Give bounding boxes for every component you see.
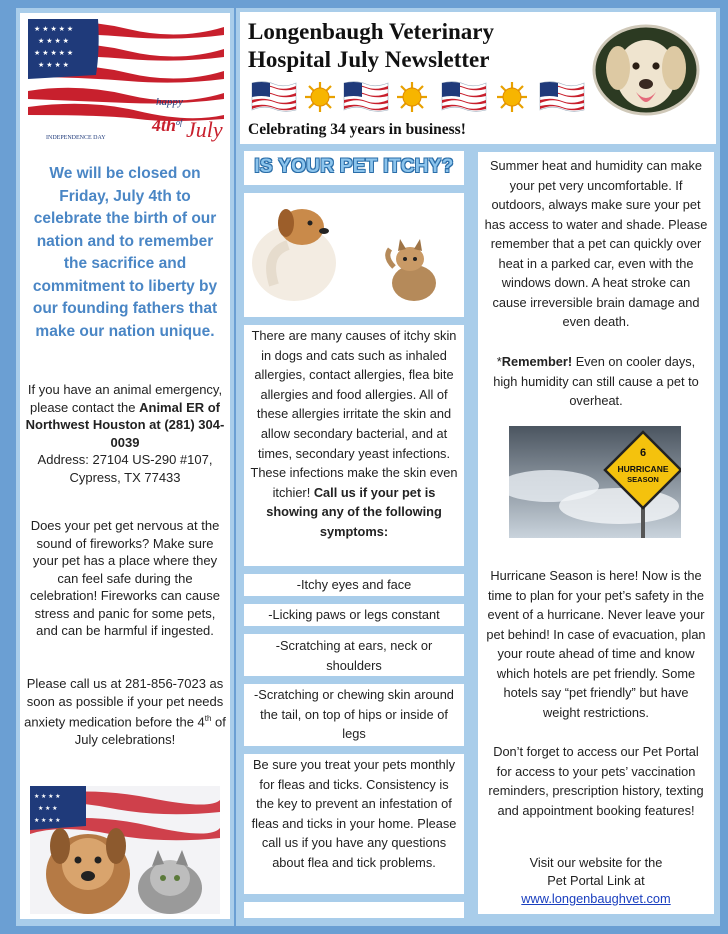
sign-line-1: HURRICANE <box>617 464 669 474</box>
svg-text:★ ★ ★ ★: ★ ★ ★ ★ <box>38 62 69 69</box>
right-column <box>478 152 714 914</box>
fourth-text: 4th <box>152 115 177 135</box>
emergency-name: Animal ER of Northwest Houston at (281) 304-0039 <box>25 399 225 450</box>
newsletter-header <box>240 12 716 144</box>
july-text: July <box>186 117 223 142</box>
itchy-heading: IS YOUR PET ITCHY? <box>254 156 454 177</box>
flag-icon <box>442 82 486 112</box>
summer-heat-text: Summer heat and humidity can make your pet very uncomfortable. If outdoors, always make sure your pet has access to water and shade. Please remember that a pet can quickly over heat in a parked car, even with the windows down. A heat stroke can cause irreversible brain damage and even death. <box>484 158 708 329</box>
newsletter-subtitle: Celebrating 34 years in business! <box>248 121 466 138</box>
website-info <box>484 854 708 908</box>
svg-text:★ ★ ★ ★: ★ ★ ★ ★ <box>38 38 69 45</box>
empty-box <box>244 902 464 918</box>
itchy-call-to-action: Call us if your pet is showing any of the following symptoms: <box>266 484 442 539</box>
humidity-reminder <box>484 352 708 411</box>
svg-text:★ ★ ★ ★ ★: ★ ★ ★ ★ ★ <box>34 50 74 57</box>
sun-icon <box>397 82 427 112</box>
visit-line-2: Pet Portal Link at <box>547 873 645 888</box>
american-flag-banner-image <box>28 19 224 147</box>
dog-cat-flag-image <box>30 786 220 914</box>
emergency-address: Address: 27104 US-290 #107, Cypress, TX 77433 <box>37 452 213 485</box>
website-link[interactable]: www.longenbaughvet.com <box>521 891 671 906</box>
remember-text: Even on cooler days, high humidity can still cause a pet to overheat. <box>493 354 699 408</box>
sign-number: 6 <box>639 447 647 459</box>
hurricane-season-text: Hurricane Season is here! Now is the time to plan for your pet’s safety in the event of a hurricane. Never leave your pet behind! In case of evacuation, plan your route ahead of time and know which hotels are pet friendly. Some hotels say “pet friendly” but have weight restrictions. <box>486 568 706 720</box>
itchy-causes-text: There are many causes of itchy skin in dogs and cats such as inhaled allergies, contact allergies, flea bite allergies and food allergies. All of these allergies irritate the skin and allow secondary bacterial, and at times, secondary yeast infections. These infections make the skin even itchier! <box>250 328 458 500</box>
sign-line-2: SEASON <box>627 475 659 484</box>
labrador-puppy-photo <box>592 24 700 116</box>
emergency-contact <box>24 381 226 486</box>
flea-tick-box: Be sure you treat your pets monthly for fleas and ticks. Consistency is the key to prevent an infestation of fleas and ticks in your home. Please call us if you have any questions about flea and tick problems. <box>244 754 464 894</box>
flag-icon <box>252 82 296 112</box>
call-text-part2: of July celebrations! <box>74 714 226 747</box>
fireworks-text: Does your pet get nervous at the sound of fireworks? Make sure your pet has a place where they can feel safe during the celebration! Fireworks can cause stress and panic for some pets, and can be harmful if ingested. <box>29 518 221 638</box>
pet-portal-text: Don’t forget to access our Pet Portal for access to your pets’ vaccination reminders, prescription history, texting and appointment booking features! <box>488 744 704 818</box>
svg-text:★ ★ ★ ★: ★ ★ ★ ★ <box>34 818 61 824</box>
sun-icon <box>305 82 335 112</box>
dog-and-kitten-image <box>244 193 464 317</box>
emergency-intro: If you have an animal emergency, please contact the <box>27 382 223 415</box>
sun-icon <box>497 82 527 112</box>
symptom-item: -Scratching or chewing skin around the tail, on top of hips or inside of legs <box>244 684 464 746</box>
closed-message: We will be closed on Friday, July 4th to celebrate the birth of our nation and to remember the sacrifice and commitment to liberty by our founding fathers that make our nation unique. <box>32 165 218 340</box>
symptom-item: -Itchy eyes and face <box>244 574 464 596</box>
hurricane-season-sign-image <box>509 426 681 538</box>
anxiety-medication-text <box>24 675 226 748</box>
itchy-image-box <box>244 193 464 317</box>
itchy-heading-box <box>244 151 464 185</box>
symptom-item: -Scratching at ears, neck or shoulders <box>244 634 464 676</box>
title-line-2: Hospital July Newsletter <box>248 47 490 72</box>
flag-icon <box>540 82 584 112</box>
call-sup: th <box>204 714 212 723</box>
svg-text:★ ★ ★: ★ ★ ★ <box>38 806 58 812</box>
title-line-1: Longenbaugh Veterinary <box>248 19 495 44</box>
call-text-part1: Please call us at 281-856-7023 as soon as possible if your pet needs anxiety medication before the 4 <box>24 676 224 730</box>
happy-text: happy <box>156 96 183 108</box>
of-text: of <box>176 118 183 127</box>
symptom-item: -Licking paws or legs constant <box>244 604 464 626</box>
remember-label: Remember! <box>501 354 573 369</box>
newsletter-title <box>248 18 494 74</box>
itchy-causes-box <box>244 325 464 566</box>
flag-sun-icon-row <box>250 80 590 114</box>
flag-caption: INDEPENDENCE DAY <box>46 135 106 141</box>
remember-prefix: * <box>496 354 502 369</box>
svg-text:★ ★ ★ ★: ★ ★ ★ ★ <box>34 794 61 800</box>
svg-text:★ ★ ★ ★ ★: ★ ★ ★ ★ ★ <box>34 26 74 33</box>
visit-line-1: Visit our website for the <box>529 855 663 870</box>
left-column <box>20 13 230 919</box>
flag-icon <box>344 82 388 112</box>
